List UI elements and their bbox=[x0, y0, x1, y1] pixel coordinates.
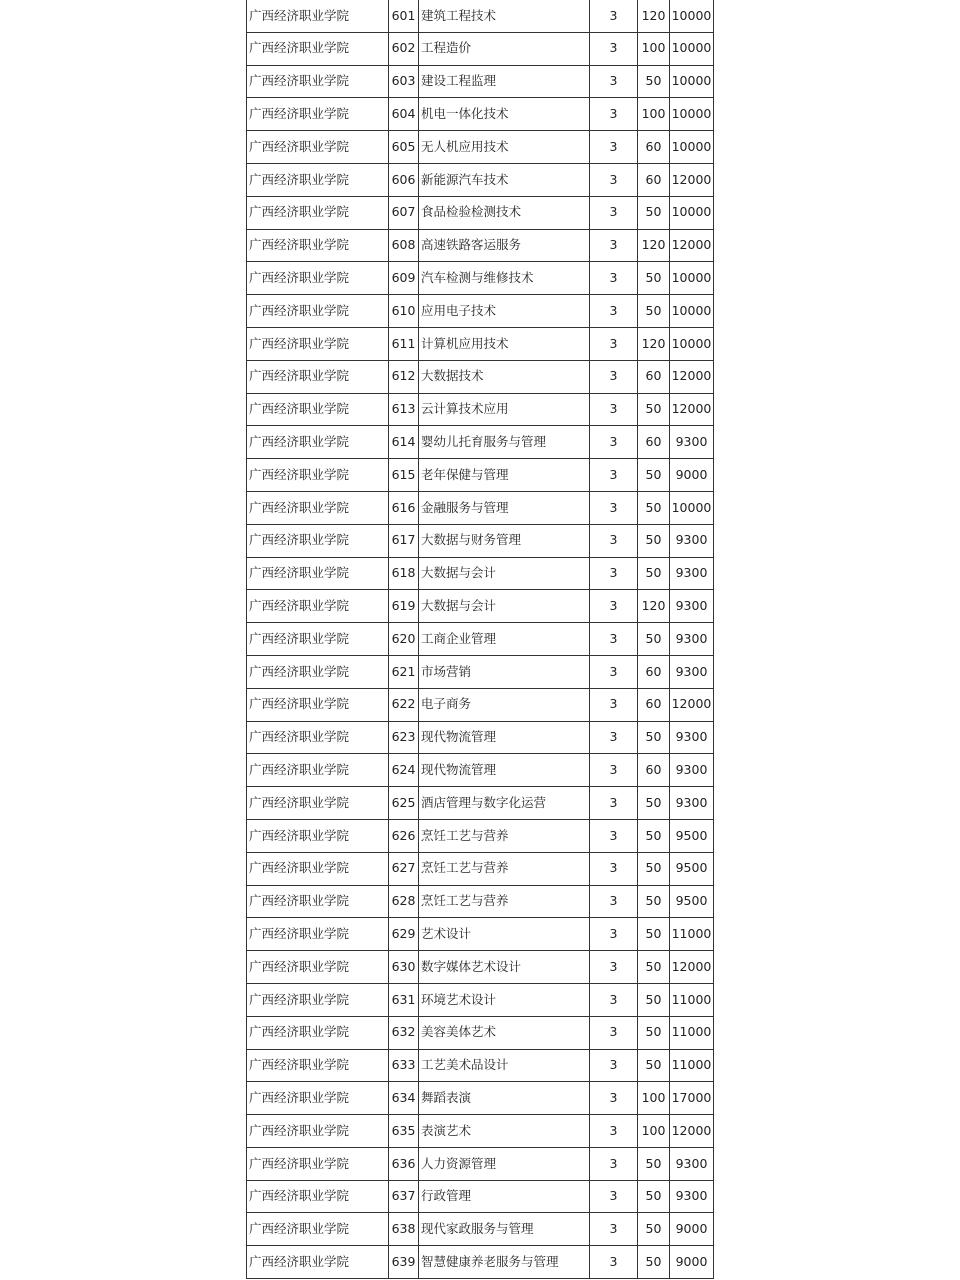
school-name-cell: 广西经济职业学院 bbox=[247, 1115, 389, 1148]
table-row bbox=[247, 98, 714, 131]
table-row bbox=[247, 688, 714, 721]
major-name-cell: 机电一体化技术 bbox=[419, 98, 590, 131]
school-name-cell: 广西经济职业学院 bbox=[247, 98, 389, 131]
tuition-fee-cell: 12000 bbox=[670, 163, 714, 196]
enrollment-plan-cell: 50 bbox=[638, 196, 670, 229]
enrollment-plan-cell: 50 bbox=[638, 65, 670, 98]
enrollment-plan-cell: 120 bbox=[638, 327, 670, 360]
major-code-cell: 602 bbox=[389, 32, 419, 65]
major-name-cell: 艺术设计 bbox=[419, 918, 590, 951]
school-name-cell: 广西经济职业学院 bbox=[247, 1246, 389, 1279]
table-row bbox=[247, 1213, 714, 1246]
study-years-cell: 3 bbox=[590, 885, 638, 918]
study-years-cell: 3 bbox=[590, 327, 638, 360]
major-name-cell: 大数据与财务管理 bbox=[419, 524, 590, 557]
table-row bbox=[247, 163, 714, 196]
school-name-cell: 广西经济职业学院 bbox=[247, 32, 389, 65]
table-row bbox=[247, 721, 714, 754]
tuition-fee-cell: 12000 bbox=[670, 951, 714, 984]
school-name-cell: 广西经济职业学院 bbox=[247, 819, 389, 852]
table-row bbox=[247, 131, 714, 164]
enrollment-plan-cell: 50 bbox=[638, 1213, 670, 1246]
enrollment-plan-cell: 50 bbox=[638, 1147, 670, 1180]
study-years-cell: 3 bbox=[590, 1147, 638, 1180]
major-name-cell: 婴幼儿托育服务与管理 bbox=[419, 426, 590, 459]
table-row bbox=[247, 623, 714, 656]
table-row bbox=[247, 393, 714, 426]
study-years-cell: 3 bbox=[590, 754, 638, 787]
table-row bbox=[247, 1016, 714, 1049]
major-code-cell: 629 bbox=[389, 918, 419, 951]
study-years-cell: 3 bbox=[590, 951, 638, 984]
table-row bbox=[247, 885, 714, 918]
enrollment-plan-cell: 50 bbox=[638, 1180, 670, 1213]
study-years-cell: 3 bbox=[590, 426, 638, 459]
major-code-cell: 636 bbox=[389, 1147, 419, 1180]
study-years-cell: 3 bbox=[590, 918, 638, 951]
major-code-cell: 623 bbox=[389, 721, 419, 754]
tuition-fee-cell: 9300 bbox=[670, 721, 714, 754]
study-years-cell: 3 bbox=[590, 360, 638, 393]
major-name-cell: 表演艺术 bbox=[419, 1115, 590, 1148]
table-row bbox=[247, 655, 714, 688]
school-name-cell: 广西经济职业学院 bbox=[247, 623, 389, 656]
enrollment-table bbox=[246, 0, 714, 1279]
major-code-cell: 625 bbox=[389, 787, 419, 820]
enrollment-plan-cell: 50 bbox=[638, 819, 670, 852]
study-years-cell: 3 bbox=[590, 1082, 638, 1115]
major-code-cell: 618 bbox=[389, 557, 419, 590]
tuition-fee-cell: 10000 bbox=[670, 131, 714, 164]
tuition-fee-cell: 9300 bbox=[670, 426, 714, 459]
major-name-cell: 烹饪工艺与营养 bbox=[419, 885, 590, 918]
school-name-cell: 广西经济职业学院 bbox=[247, 590, 389, 623]
study-years-cell: 3 bbox=[590, 1246, 638, 1279]
table-row bbox=[247, 295, 714, 328]
enrollment-plan-cell: 50 bbox=[638, 983, 670, 1016]
major-code-cell: 612 bbox=[389, 360, 419, 393]
tuition-fee-cell: 11000 bbox=[670, 918, 714, 951]
tuition-fee-cell: 10000 bbox=[670, 295, 714, 328]
tuition-fee-cell: 10000 bbox=[670, 0, 714, 32]
major-name-cell: 大数据与会计 bbox=[419, 590, 590, 623]
enrollment-plan-cell: 60 bbox=[638, 754, 670, 787]
enrollment-plan-cell: 100 bbox=[638, 32, 670, 65]
major-code-cell: 609 bbox=[389, 262, 419, 295]
major-name-cell: 工艺美术品设计 bbox=[419, 1049, 590, 1082]
study-years-cell: 3 bbox=[590, 229, 638, 262]
major-code-cell: 637 bbox=[389, 1180, 419, 1213]
major-name-cell: 现代物流管理 bbox=[419, 721, 590, 754]
table-row bbox=[247, 1246, 714, 1279]
major-code-cell: 634 bbox=[389, 1082, 419, 1115]
major-name-cell: 工商企业管理 bbox=[419, 623, 590, 656]
enrollment-plan-cell: 120 bbox=[638, 590, 670, 623]
major-code-cell: 614 bbox=[389, 426, 419, 459]
enrollment-plan-cell: 50 bbox=[638, 524, 670, 557]
tuition-fee-cell: 9500 bbox=[670, 885, 714, 918]
major-name-cell: 现代家政服务与管理 bbox=[419, 1213, 590, 1246]
major-code-cell: 624 bbox=[389, 754, 419, 787]
major-name-cell: 无人机应用技术 bbox=[419, 131, 590, 164]
major-name-cell: 环境艺术设计 bbox=[419, 983, 590, 1016]
table-row bbox=[247, 590, 714, 623]
enrollment-plan-cell: 60 bbox=[638, 131, 670, 164]
major-code-cell: 621 bbox=[389, 655, 419, 688]
major-name-cell: 高速铁路客运服务 bbox=[419, 229, 590, 262]
major-code-cell: 605 bbox=[389, 131, 419, 164]
school-name-cell: 广西经济职业学院 bbox=[247, 229, 389, 262]
enrollment-plan-cell: 50 bbox=[638, 393, 670, 426]
study-years-cell: 3 bbox=[590, 983, 638, 1016]
major-name-cell: 酒店管理与数字化运营 bbox=[419, 787, 590, 820]
school-name-cell: 广西经济职业学院 bbox=[247, 1147, 389, 1180]
table-row bbox=[247, 918, 714, 951]
enrollment-plan-cell: 60 bbox=[638, 360, 670, 393]
school-name-cell: 广西经济职业学院 bbox=[247, 1016, 389, 1049]
table-row bbox=[247, 32, 714, 65]
school-name-cell: 广西经济职业学院 bbox=[247, 393, 389, 426]
table-row bbox=[247, 0, 714, 32]
major-name-cell: 建筑工程技术 bbox=[419, 0, 590, 32]
major-code-cell: 613 bbox=[389, 393, 419, 426]
school-name-cell: 广西经济职业学院 bbox=[247, 1180, 389, 1213]
enrollment-plan-cell: 50 bbox=[638, 787, 670, 820]
school-name-cell: 广西经济职业学院 bbox=[247, 688, 389, 721]
school-name-cell: 广西经济职业学院 bbox=[247, 1213, 389, 1246]
tuition-fee-cell: 9300 bbox=[670, 787, 714, 820]
major-name-cell: 云计算技术应用 bbox=[419, 393, 590, 426]
enrollment-plan-cell: 50 bbox=[638, 491, 670, 524]
major-code-cell: 622 bbox=[389, 688, 419, 721]
table-row bbox=[247, 819, 714, 852]
study-years-cell: 3 bbox=[590, 1180, 638, 1213]
enrollment-plan-cell: 60 bbox=[638, 163, 670, 196]
study-years-cell: 3 bbox=[590, 655, 638, 688]
major-code-cell: 601 bbox=[389, 0, 419, 32]
enrollment-plan-cell: 50 bbox=[638, 918, 670, 951]
tuition-fee-cell: 9300 bbox=[670, 754, 714, 787]
tuition-fee-cell: 9000 bbox=[670, 459, 714, 492]
major-name-cell: 数字媒体艺术设计 bbox=[419, 951, 590, 984]
school-name-cell: 广西经济职业学院 bbox=[247, 426, 389, 459]
school-name-cell: 广西经济职业学院 bbox=[247, 0, 389, 32]
major-code-cell: 628 bbox=[389, 885, 419, 918]
major-name-cell: 烹饪工艺与营养 bbox=[419, 852, 590, 885]
major-name-cell: 人力资源管理 bbox=[419, 1147, 590, 1180]
enrollment-plan-cell: 100 bbox=[638, 98, 670, 131]
study-years-cell: 3 bbox=[590, 721, 638, 754]
study-years-cell: 3 bbox=[590, 819, 638, 852]
major-code-cell: 610 bbox=[389, 295, 419, 328]
major-name-cell: 应用电子技术 bbox=[419, 295, 590, 328]
major-code-cell: 615 bbox=[389, 459, 419, 492]
study-years-cell: 3 bbox=[590, 163, 638, 196]
major-code-cell: 630 bbox=[389, 951, 419, 984]
major-code-cell: 616 bbox=[389, 491, 419, 524]
study-years-cell: 3 bbox=[590, 459, 638, 492]
tuition-fee-cell: 10000 bbox=[670, 32, 714, 65]
tuition-fee-cell: 10000 bbox=[670, 262, 714, 295]
enrollment-plan-cell: 50 bbox=[638, 721, 670, 754]
enrollment-table-body bbox=[247, 0, 714, 1279]
major-code-cell: 627 bbox=[389, 852, 419, 885]
tuition-fee-cell: 10000 bbox=[670, 327, 714, 360]
major-name-cell: 金融服务与管理 bbox=[419, 491, 590, 524]
school-name-cell: 广西经济职业学院 bbox=[247, 885, 389, 918]
school-name-cell: 广西经济职业学院 bbox=[247, 721, 389, 754]
study-years-cell: 3 bbox=[590, 196, 638, 229]
tuition-fee-cell: 11000 bbox=[670, 1049, 714, 1082]
study-years-cell: 3 bbox=[590, 393, 638, 426]
school-name-cell: 广西经济职业学院 bbox=[247, 131, 389, 164]
study-years-cell: 3 bbox=[590, 131, 638, 164]
school-name-cell: 广西经济职业学院 bbox=[247, 262, 389, 295]
major-name-cell: 大数据技术 bbox=[419, 360, 590, 393]
study-years-cell: 3 bbox=[590, 852, 638, 885]
major-name-cell: 工程造价 bbox=[419, 32, 590, 65]
tuition-fee-cell: 17000 bbox=[670, 1082, 714, 1115]
tuition-fee-cell: 9500 bbox=[670, 852, 714, 885]
school-name-cell: 广西经济职业学院 bbox=[247, 327, 389, 360]
tuition-fee-cell: 12000 bbox=[670, 393, 714, 426]
enrollment-plan-cell: 50 bbox=[638, 1016, 670, 1049]
enrollment-plan-cell: 50 bbox=[638, 1049, 670, 1082]
major-name-cell: 烹饪工艺与营养 bbox=[419, 819, 590, 852]
enrollment-plan-cell: 50 bbox=[638, 623, 670, 656]
school-name-cell: 广西经济职业学院 bbox=[247, 491, 389, 524]
enrollment-plan-cell: 60 bbox=[638, 688, 670, 721]
school-name-cell: 广西经济职业学院 bbox=[247, 983, 389, 1016]
major-code-cell: 632 bbox=[389, 1016, 419, 1049]
major-code-cell: 608 bbox=[389, 229, 419, 262]
enrollment-plan-cell: 50 bbox=[638, 557, 670, 590]
table-row bbox=[247, 360, 714, 393]
table-row bbox=[247, 951, 714, 984]
major-code-cell: 620 bbox=[389, 623, 419, 656]
major-name-cell: 大数据与会计 bbox=[419, 557, 590, 590]
tuition-fee-cell: 10000 bbox=[670, 98, 714, 131]
tuition-fee-cell: 12000 bbox=[670, 229, 714, 262]
school-name-cell: 广西经济职业学院 bbox=[247, 524, 389, 557]
major-code-cell: 603 bbox=[389, 65, 419, 98]
tuition-fee-cell: 9500 bbox=[670, 819, 714, 852]
tuition-fee-cell: 11000 bbox=[670, 983, 714, 1016]
study-years-cell: 3 bbox=[590, 688, 638, 721]
enrollment-plan-cell: 50 bbox=[638, 262, 670, 295]
enrollment-plan-cell: 60 bbox=[638, 426, 670, 459]
school-name-cell: 广西经济职业学院 bbox=[247, 360, 389, 393]
major-code-cell: 619 bbox=[389, 590, 419, 623]
table-row bbox=[247, 491, 714, 524]
enrollment-plan-cell: 50 bbox=[638, 951, 670, 984]
major-name-cell: 市场营销 bbox=[419, 655, 590, 688]
study-years-cell: 3 bbox=[590, 787, 638, 820]
school-name-cell: 广西经济职业学院 bbox=[247, 852, 389, 885]
tuition-fee-cell: 9300 bbox=[670, 524, 714, 557]
enrollment-plan-cell: 50 bbox=[638, 885, 670, 918]
enrollment-plan-cell: 50 bbox=[638, 1246, 670, 1279]
major-code-cell: 638 bbox=[389, 1213, 419, 1246]
school-name-cell: 广西经济职业学院 bbox=[247, 196, 389, 229]
study-years-cell: 3 bbox=[590, 524, 638, 557]
study-years-cell: 3 bbox=[590, 1016, 638, 1049]
table-row bbox=[247, 983, 714, 1016]
study-years-cell: 3 bbox=[590, 32, 638, 65]
school-name-cell: 广西经济职业学院 bbox=[247, 295, 389, 328]
tuition-fee-cell: 12000 bbox=[670, 688, 714, 721]
table-row bbox=[247, 557, 714, 590]
tuition-fee-cell: 9300 bbox=[670, 655, 714, 688]
tuition-fee-cell: 9000 bbox=[670, 1246, 714, 1279]
enrollment-plan-cell: 100 bbox=[638, 1082, 670, 1115]
major-code-cell: 631 bbox=[389, 983, 419, 1016]
table-row bbox=[247, 426, 714, 459]
major-name-cell: 新能源汽车技术 bbox=[419, 163, 590, 196]
tuition-fee-cell: 10000 bbox=[670, 65, 714, 98]
major-name-cell: 电子商务 bbox=[419, 688, 590, 721]
enrollment-plan-cell: 60 bbox=[638, 655, 670, 688]
table-row bbox=[247, 459, 714, 492]
tuition-fee-cell: 9300 bbox=[670, 1147, 714, 1180]
table-row bbox=[247, 524, 714, 557]
major-code-cell: 611 bbox=[389, 327, 419, 360]
school-name-cell: 广西经济职业学院 bbox=[247, 163, 389, 196]
enrollment-plan-cell: 50 bbox=[638, 852, 670, 885]
major-code-cell: 607 bbox=[389, 196, 419, 229]
study-years-cell: 3 bbox=[590, 65, 638, 98]
major-code-cell: 635 bbox=[389, 1115, 419, 1148]
table-row bbox=[247, 262, 714, 295]
table-row bbox=[247, 65, 714, 98]
study-years-cell: 3 bbox=[590, 491, 638, 524]
major-name-cell: 汽车检测与维修技术 bbox=[419, 262, 590, 295]
school-name-cell: 广西经济职业学院 bbox=[247, 1082, 389, 1115]
school-name-cell: 广西经济职业学院 bbox=[247, 787, 389, 820]
major-name-cell: 智慧健康养老服务与管理 bbox=[419, 1246, 590, 1279]
study-years-cell: 3 bbox=[590, 98, 638, 131]
study-years-cell: 3 bbox=[590, 623, 638, 656]
major-code-cell: 617 bbox=[389, 524, 419, 557]
tuition-fee-cell: 12000 bbox=[670, 1115, 714, 1148]
tuition-fee-cell: 9300 bbox=[670, 557, 714, 590]
study-years-cell: 3 bbox=[590, 1213, 638, 1246]
tuition-fee-cell: 10000 bbox=[670, 196, 714, 229]
tuition-fee-cell: 12000 bbox=[670, 360, 714, 393]
table-row bbox=[247, 852, 714, 885]
study-years-cell: 3 bbox=[590, 295, 638, 328]
major-code-cell: 639 bbox=[389, 1246, 419, 1279]
tuition-fee-cell: 9000 bbox=[670, 1213, 714, 1246]
table-row bbox=[247, 1180, 714, 1213]
study-years-cell: 3 bbox=[590, 1049, 638, 1082]
major-code-cell: 606 bbox=[389, 163, 419, 196]
study-years-cell: 3 bbox=[590, 0, 638, 32]
tuition-fee-cell: 10000 bbox=[670, 491, 714, 524]
table-row bbox=[247, 196, 714, 229]
table-row bbox=[247, 1115, 714, 1148]
major-code-cell: 604 bbox=[389, 98, 419, 131]
major-name-cell: 老年保健与管理 bbox=[419, 459, 590, 492]
table-row bbox=[247, 1147, 714, 1180]
tuition-fee-cell: 11000 bbox=[670, 1016, 714, 1049]
study-years-cell: 3 bbox=[590, 590, 638, 623]
major-name-cell: 美容美体艺术 bbox=[419, 1016, 590, 1049]
table-row bbox=[247, 1049, 714, 1082]
study-years-cell: 3 bbox=[590, 557, 638, 590]
school-name-cell: 广西经济职业学院 bbox=[247, 951, 389, 984]
major-name-cell: 计算机应用技术 bbox=[419, 327, 590, 360]
major-name-cell: 食品检验检测技术 bbox=[419, 196, 590, 229]
major-code-cell: 633 bbox=[389, 1049, 419, 1082]
school-name-cell: 广西经济职业学院 bbox=[247, 65, 389, 98]
table-row bbox=[247, 1082, 714, 1115]
school-name-cell: 广西经济职业学院 bbox=[247, 754, 389, 787]
enrollment-plan-cell: 120 bbox=[638, 229, 670, 262]
table-row bbox=[247, 787, 714, 820]
major-name-cell: 现代物流管理 bbox=[419, 754, 590, 787]
school-name-cell: 广西经济职业学院 bbox=[247, 557, 389, 590]
major-name-cell: 建设工程监理 bbox=[419, 65, 590, 98]
school-name-cell: 广西经济职业学院 bbox=[247, 1049, 389, 1082]
table-row bbox=[247, 327, 714, 360]
enrollment-plan-cell: 50 bbox=[638, 459, 670, 492]
school-name-cell: 广西经济职业学院 bbox=[247, 655, 389, 688]
enrollment-plan-cell: 120 bbox=[638, 0, 670, 32]
major-code-cell: 626 bbox=[389, 819, 419, 852]
major-name-cell: 行政管理 bbox=[419, 1180, 590, 1213]
enrollment-plan-cell: 50 bbox=[638, 295, 670, 328]
tuition-fee-cell: 9300 bbox=[670, 623, 714, 656]
table-row bbox=[247, 754, 714, 787]
school-name-cell: 广西经济职业学院 bbox=[247, 459, 389, 492]
table-row bbox=[247, 229, 714, 262]
major-name-cell: 舞蹈表演 bbox=[419, 1082, 590, 1115]
study-years-cell: 3 bbox=[590, 262, 638, 295]
study-years-cell: 3 bbox=[590, 1115, 638, 1148]
school-name-cell: 广西经济职业学院 bbox=[247, 918, 389, 951]
tuition-fee-cell: 9300 bbox=[670, 590, 714, 623]
tuition-fee-cell: 9300 bbox=[670, 1180, 714, 1213]
enrollment-plan-cell: 100 bbox=[638, 1115, 670, 1148]
